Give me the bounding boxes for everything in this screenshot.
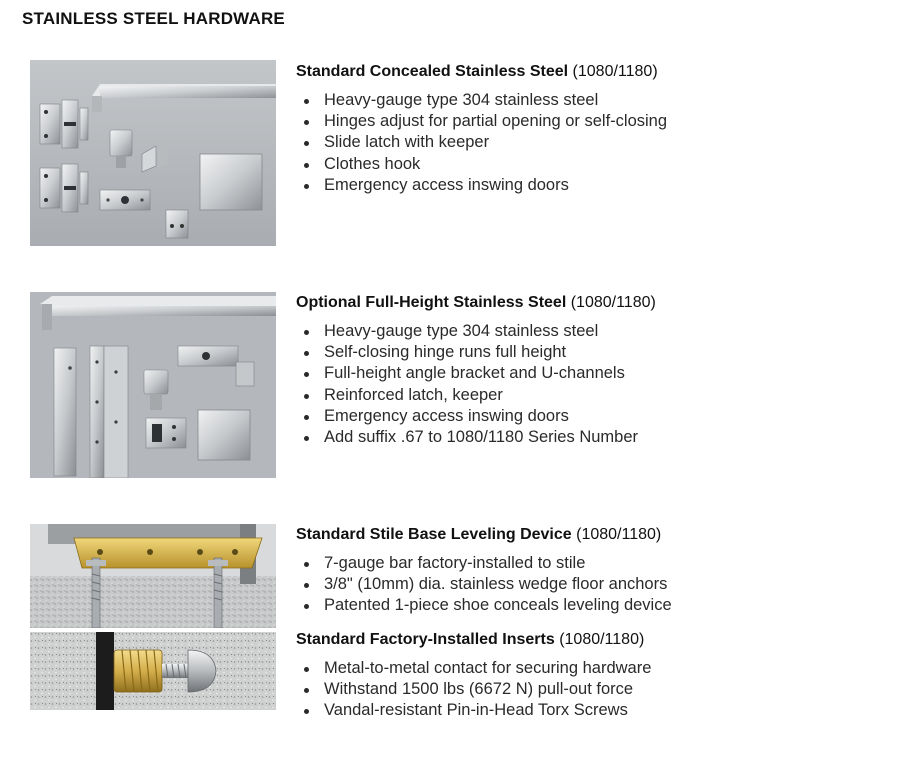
bullet-list bbox=[296, 90, 886, 196]
list-item: Hinges adjust for partial opening or self-closing bbox=[324, 111, 886, 132]
concealed-hardware-photo bbox=[30, 60, 276, 246]
list-item: 7-gauge bar factory-installed to stile bbox=[324, 553, 886, 574]
section-full-height bbox=[296, 293, 886, 448]
section-heading bbox=[296, 293, 886, 313]
list-item: Clothes hook bbox=[324, 154, 886, 175]
list-item: Add suffix .67 to 1080/1180 Series Number bbox=[324, 427, 886, 448]
list-item: Slide latch with keeper bbox=[324, 132, 886, 153]
bullet-list bbox=[296, 658, 886, 722]
section-title: Standard Stile Base Leveling Device bbox=[296, 526, 572, 543]
section-heading bbox=[296, 525, 886, 545]
list-item: Vandal-resistant Pin-in-Head Torx Screws bbox=[324, 700, 886, 721]
section-title: Standard Factory-Installed Inserts bbox=[296, 631, 555, 648]
leveling-device-photo bbox=[30, 524, 276, 628]
full-height-hardware-photo bbox=[30, 292, 276, 478]
list-item: Emergency access inswing doors bbox=[324, 406, 886, 427]
section-series: (1080/1180) bbox=[572, 63, 658, 80]
section-leveling-device bbox=[296, 525, 886, 617]
section-title: Standard Concealed Stainless Steel bbox=[296, 63, 569, 80]
section-heading bbox=[296, 62, 886, 82]
list-item: Patented 1-piece shoe conceals leveling device bbox=[324, 595, 886, 616]
page-title: STAINLESS STEEL HARDWARE bbox=[22, 9, 285, 28]
section-inserts bbox=[296, 630, 886, 722]
list-item: Metal-to-metal contact for securing hardware bbox=[324, 658, 886, 679]
list-item: Self-closing hinge runs full height bbox=[324, 342, 886, 363]
inserts-photo bbox=[30, 632, 276, 710]
list-item: Heavy-gauge type 304 stainless steel bbox=[324, 90, 886, 111]
bullet-list bbox=[296, 553, 886, 617]
section-series: (1080/1180) bbox=[559, 631, 645, 648]
section-series: (1080/1180) bbox=[570, 294, 656, 311]
list-item: Reinforced latch, keeper bbox=[324, 385, 886, 406]
list-item: Full-height angle bracket and U-channels bbox=[324, 363, 886, 384]
list-item: 3/8" (10mm) dia. stainless wedge floor anchors bbox=[324, 574, 886, 595]
section-title: Optional Full-Height Stainless Steel bbox=[296, 294, 567, 311]
bullet-list bbox=[296, 321, 886, 448]
list-item: Emergency access inswing doors bbox=[324, 175, 886, 196]
list-item: Withstand 1500 lbs (6672 N) pull-out force bbox=[324, 679, 886, 700]
list-item: Heavy-gauge type 304 stainless steel bbox=[324, 321, 886, 342]
section-concealed bbox=[296, 62, 886, 196]
section-heading bbox=[296, 630, 886, 650]
section-series: (1080/1180) bbox=[576, 526, 662, 543]
